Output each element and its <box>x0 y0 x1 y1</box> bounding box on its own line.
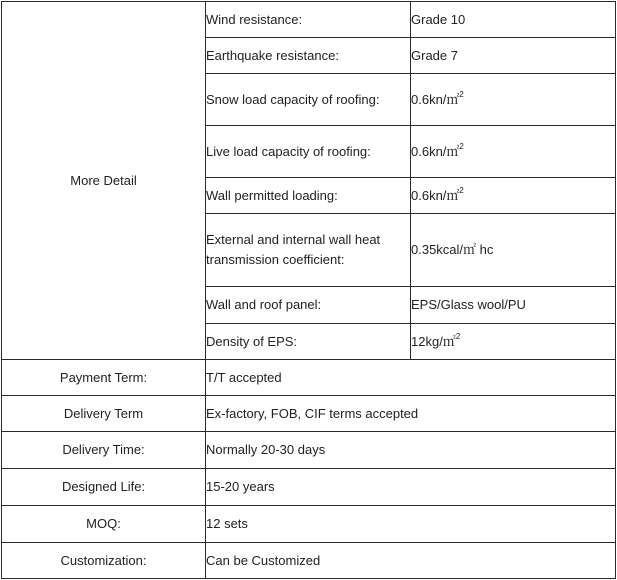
table-row <box>2 543 616 579</box>
value-payment-term: T/T accepted <box>206 360 616 396</box>
value-panel: EPS/Glass wool/PU <box>411 287 616 324</box>
label-designed-life: Designed Life: <box>2 469 206 506</box>
value-text: 0.6kn/㎡ <box>411 187 460 203</box>
label-customization: Customization: <box>2 543 206 579</box>
table-row <box>2 396 616 432</box>
label-delivery-time: Delivery Time: <box>2 432 206 469</box>
label-delivery-term: Delivery Term <box>2 396 206 432</box>
value-delivery-term: Ex-factory, FOB, CIF terms accepted <box>206 396 616 432</box>
table-row <box>2 469 616 506</box>
value-live-load <box>411 126 616 178</box>
param-wind-resistance: Wind resistance: <box>206 2 411 38</box>
param-snow-load: Snow load capacity of roofing: <box>206 74 411 126</box>
value-heat-transmission <box>411 214 616 287</box>
superscript: 2 <box>459 90 464 100</box>
specification-table <box>1 1 616 579</box>
value-suffix: hc <box>476 242 494 257</box>
value-delivery-time: Normally 20-30 days <box>206 432 616 469</box>
param-live-load: Live load capacity of roofing: <box>206 126 411 178</box>
param-wall-loading: Wall permitted loading: <box>206 178 411 214</box>
table-row <box>2 2 616 38</box>
table-row <box>2 360 616 396</box>
value-wall-loading <box>411 178 616 214</box>
param-eps-density: Density of EPS: <box>206 324 411 360</box>
value-moq: 12 sets <box>206 506 616 543</box>
value-text: 0.35kcal/㎡ <box>411 242 477 257</box>
value-snow-load <box>411 74 616 126</box>
param-heat-transmission: External and internal wall heat transmission coefficient: <box>206 214 411 287</box>
more-detail-label: More Detail <box>2 2 206 360</box>
table-row <box>2 506 616 543</box>
value-customization: Can be Customized <box>206 543 616 579</box>
value-eps-density <box>411 324 616 360</box>
value-earthquake-resistance: Grade 7 <box>411 38 616 74</box>
label-payment-term: Payment Term: <box>2 360 206 396</box>
value-wind-resistance: Grade 10 <box>411 2 616 38</box>
superscript: 2 <box>459 142 464 152</box>
value-text: 12kg/㎡ <box>411 333 456 349</box>
superscript: 2 <box>455 332 461 342</box>
param-panel: Wall and roof panel: <box>206 287 411 324</box>
superscript: 2 <box>459 186 464 196</box>
label-moq: MOQ: <box>2 506 206 543</box>
value-designed-life: 15-20 years <box>206 469 616 506</box>
value-text: 0.6kn/㎡ <box>411 143 460 159</box>
param-earthquake-resistance: Earthquake resistance: <box>206 38 411 74</box>
value-text: 0.6kn/㎡ <box>411 91 460 107</box>
table-row <box>2 432 616 469</box>
